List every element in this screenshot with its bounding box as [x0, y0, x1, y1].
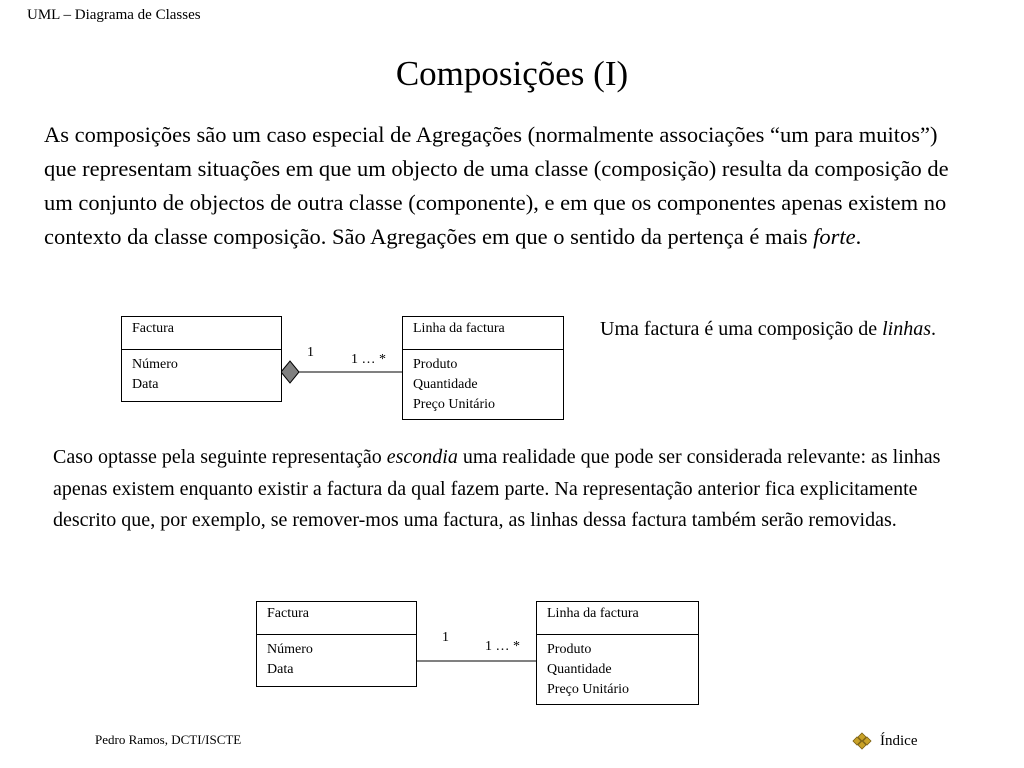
caption-end: . — [931, 318, 937, 340]
intro-emphasis: forte — [813, 224, 856, 249]
diamond-cluster-icon[interactable] — [852, 732, 872, 750]
caption-text: Uma factura é uma composição de — [600, 318, 883, 340]
attribute: Número — [267, 642, 313, 657]
footer-author: Pedro Ramos, DCTI/ISCTE — [95, 732, 242, 747]
attribute: Produto — [413, 357, 458, 372]
header-label: UML – Diagrama de Classes — [27, 7, 201, 23]
class-name: Linha da factura — [403, 317, 563, 350]
class-name: Factura — [122, 317, 281, 350]
multiplicity-left: 1 — [307, 345, 314, 360]
class-factura-2 — [256, 601, 417, 687]
class-attributes — [257, 635, 416, 680]
class-attributes — [537, 635, 698, 700]
caption-emphasis: linhas — [882, 318, 932, 340]
class-attributes — [403, 350, 563, 415]
composition-diamond — [281, 361, 299, 383]
class-attributes — [122, 350, 281, 395]
para2-end: uma realidade que pode ser considerada relevante: as linhas apenas existem enquanto existir a factura da qual fazem parte. Na representação anterior fica explicitamente descrito que, por exemplo, se remover-mos uma factura, as linhas dessa factura também serão removidas. — [53, 446, 941, 531]
para2-text: Caso optasse pela seguinte representação — [53, 446, 387, 468]
diagram-caption — [600, 314, 970, 344]
second-paragraph — [53, 442, 983, 537]
attribute: Produto — [547, 642, 592, 657]
class-factura-1 — [121, 316, 282, 402]
attribute: Data — [132, 377, 159, 392]
attribute: Data — [267, 662, 294, 677]
class-name: Factura — [257, 602, 416, 635]
attribute: Número — [132, 357, 178, 372]
slide-title: Composições (I) — [395, 54, 629, 93]
intro-text: As composições são um caso especial de Agregações (normalmente associações “um para muitos”) que representam situações em que um objecto de uma classe (composição) resulta da composição de um conjunto de objectos de outra classe (componente), e em que os componentes apenas existem no contexto da classe composição. São Agregações em que o sentido da pertença é mais — [44, 122, 949, 249]
attribute: Preço Unitário — [547, 682, 630, 697]
icon-shapes — [853, 733, 871, 749]
class-linha-factura-1 — [402, 316, 564, 420]
class-linha-factura-2 — [536, 601, 699, 705]
attribute: Preço Unitário — [413, 397, 496, 412]
multiplicity-right: 1 … * — [485, 639, 520, 654]
para2-emphasis: escondia — [386, 446, 458, 468]
multiplicity-left: 1 — [442, 630, 449, 645]
multiplicity-right: 1 … * — [351, 352, 386, 367]
intro-end: . — [855, 224, 862, 249]
attribute: Quantidade — [547, 662, 612, 677]
index-link[interactable]: Índice — [880, 733, 918, 749]
class-name: Linha da factura — [537, 602, 698, 635]
attribute: Quantidade — [413, 377, 478, 392]
